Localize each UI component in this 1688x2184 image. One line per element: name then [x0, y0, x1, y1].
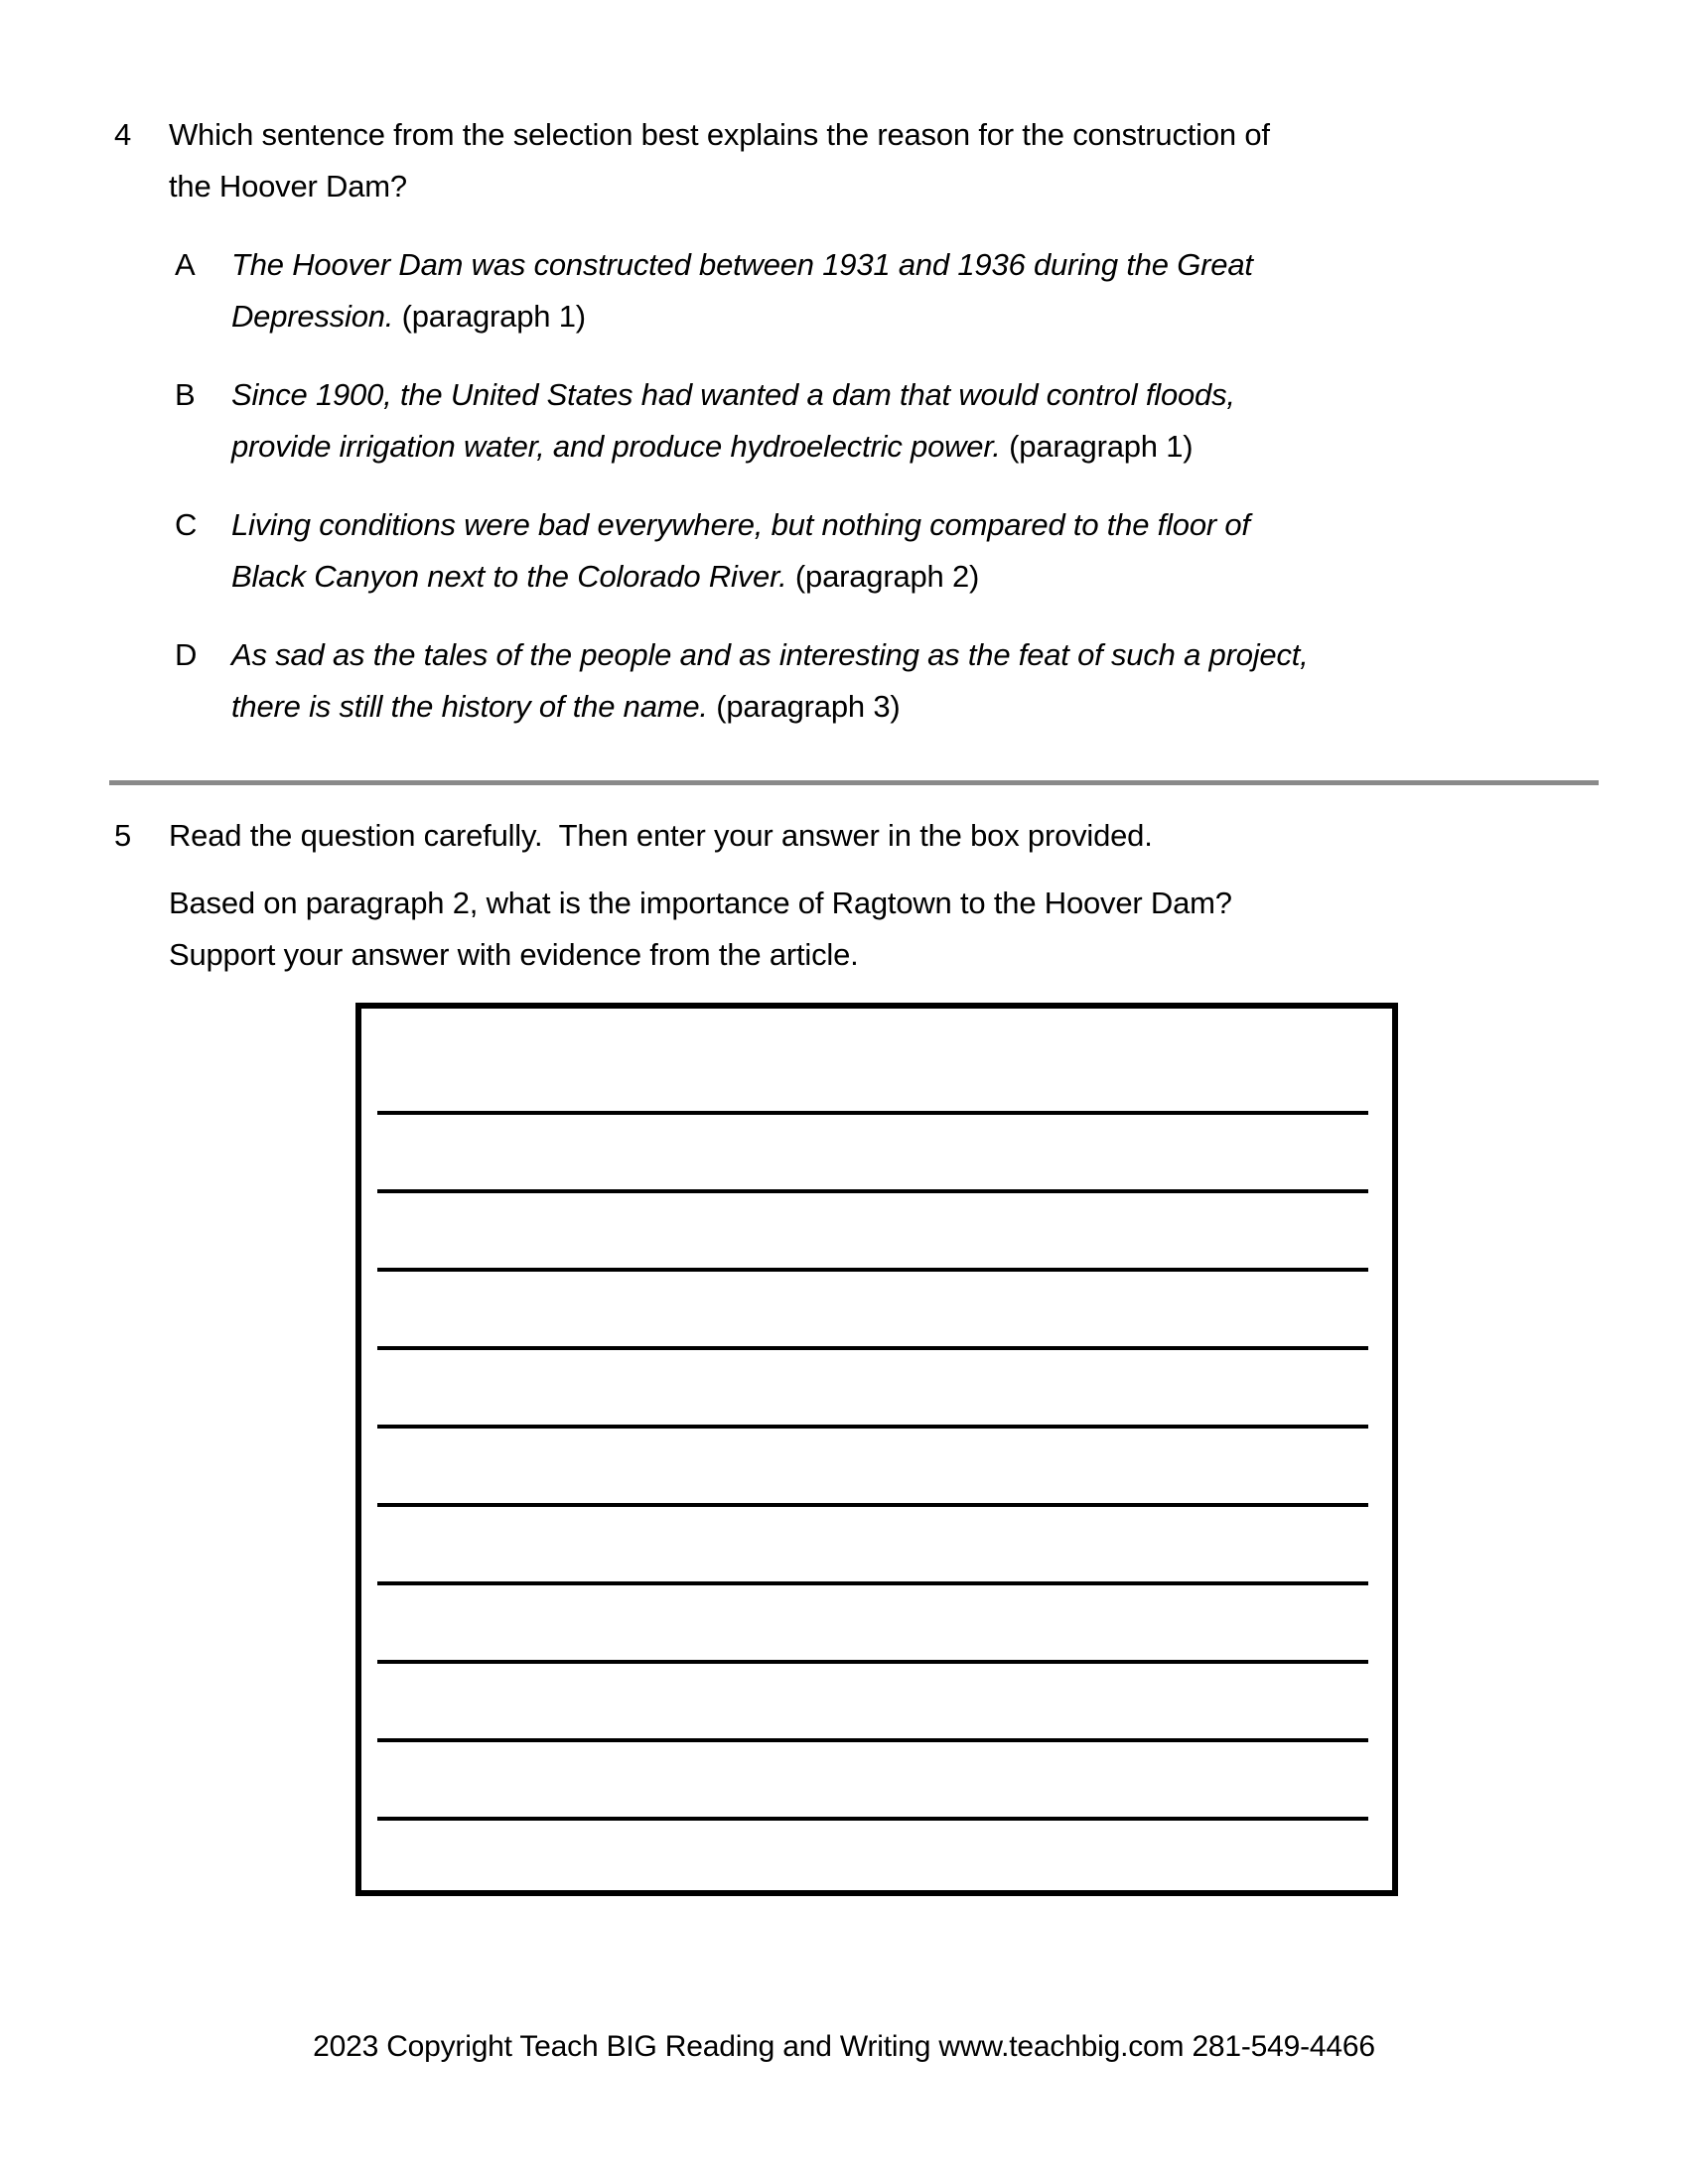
- choice-b-line-1: Since 1900, the United States had wanted a dam that would control floods,: [231, 377, 1235, 412]
- choice-d-line-2: [231, 681, 1559, 733]
- answer-line: [377, 1503, 1368, 1507]
- choice-b-letter: B: [175, 377, 196, 412]
- question-5-prompt: [169, 878, 1559, 981]
- page-footer: 2023 Copyright Teach BIG Reading and Writing www.teachbig.com 281-549-4466: [313, 2030, 1375, 2063]
- question-5: [114, 810, 1559, 1896]
- choice-c: [169, 499, 1559, 603]
- choice-d: [169, 629, 1559, 733]
- choice-a-sentence-end: Depression.: [231, 299, 394, 334]
- choice-d-paragraph-ref: (paragraph 3): [716, 689, 901, 724]
- choice-d-letter: D: [175, 637, 198, 672]
- answer-line: [377, 1738, 1368, 1742]
- answer-line: [377, 1346, 1368, 1350]
- choice-a: [169, 239, 1559, 342]
- question-4: [114, 109, 1559, 733]
- choice-b-sentence-end: provide irrigation water, and produce hydroelectric power.: [231, 429, 1001, 464]
- choice-c-line-2: [231, 551, 1559, 603]
- answer-line: [377, 1189, 1368, 1193]
- choice-c-sentence-end: Black Canyon next to the Colorado River.: [231, 559, 787, 594]
- choice-a-line-1: The Hoover Dam was constructed between 1931 and 1936 during the Great: [231, 247, 1253, 282]
- choice-a-letter: A: [175, 247, 196, 282]
- question-5-prompt-line-1: Based on paragraph 2, what is the importance of Ragtown to the Hoover Dam?: [169, 886, 1232, 920]
- choice-d-sentence-end: there is still the history of the name.: [231, 689, 708, 724]
- answer-line: [377, 1425, 1368, 1429]
- choice-b-paragraph-ref: (paragraph 1): [1009, 429, 1194, 464]
- choice-a-paragraph-ref: (paragraph 1): [401, 299, 586, 334]
- answer-line: [377, 1268, 1368, 1272]
- choice-c-line-1: Living conditions were bad everywhere, but nothing compared to the floor of: [231, 507, 1250, 542]
- answer-box[interactable]: [355, 1003, 1398, 1896]
- question-5-number: 5: [114, 818, 132, 853]
- question-4-number: 4: [114, 117, 132, 152]
- choice-b: [169, 369, 1559, 473]
- question-4-prompt-line-1: Which sentence from the selection best explains the reason for the construction of: [169, 117, 1270, 152]
- choice-c-letter: C: [175, 507, 198, 542]
- choice-c-paragraph-ref: (paragraph 2): [794, 559, 980, 594]
- choice-a-line-2: [231, 291, 1559, 342]
- choices-list: [169, 239, 1559, 733]
- answer-line: [377, 1581, 1368, 1585]
- question-5-prompt-line-2: Support your answer with evidence from the article.: [169, 937, 859, 972]
- choice-d-line-1: As sad as the tales of the people and as interesting as the feat of such a project,: [231, 637, 1309, 672]
- answer-line: [377, 1660, 1368, 1664]
- section-divider: [109, 780, 1599, 785]
- question-4-prompt-line-2: the Hoover Dam?: [169, 169, 407, 204]
- question-5-instruction: Read the question carefully. Then enter your answer in the box provided.: [169, 818, 1153, 853]
- choice-b-line-2: [231, 421, 1559, 473]
- answer-line: [377, 1111, 1368, 1115]
- answer-line: [377, 1817, 1368, 1821]
